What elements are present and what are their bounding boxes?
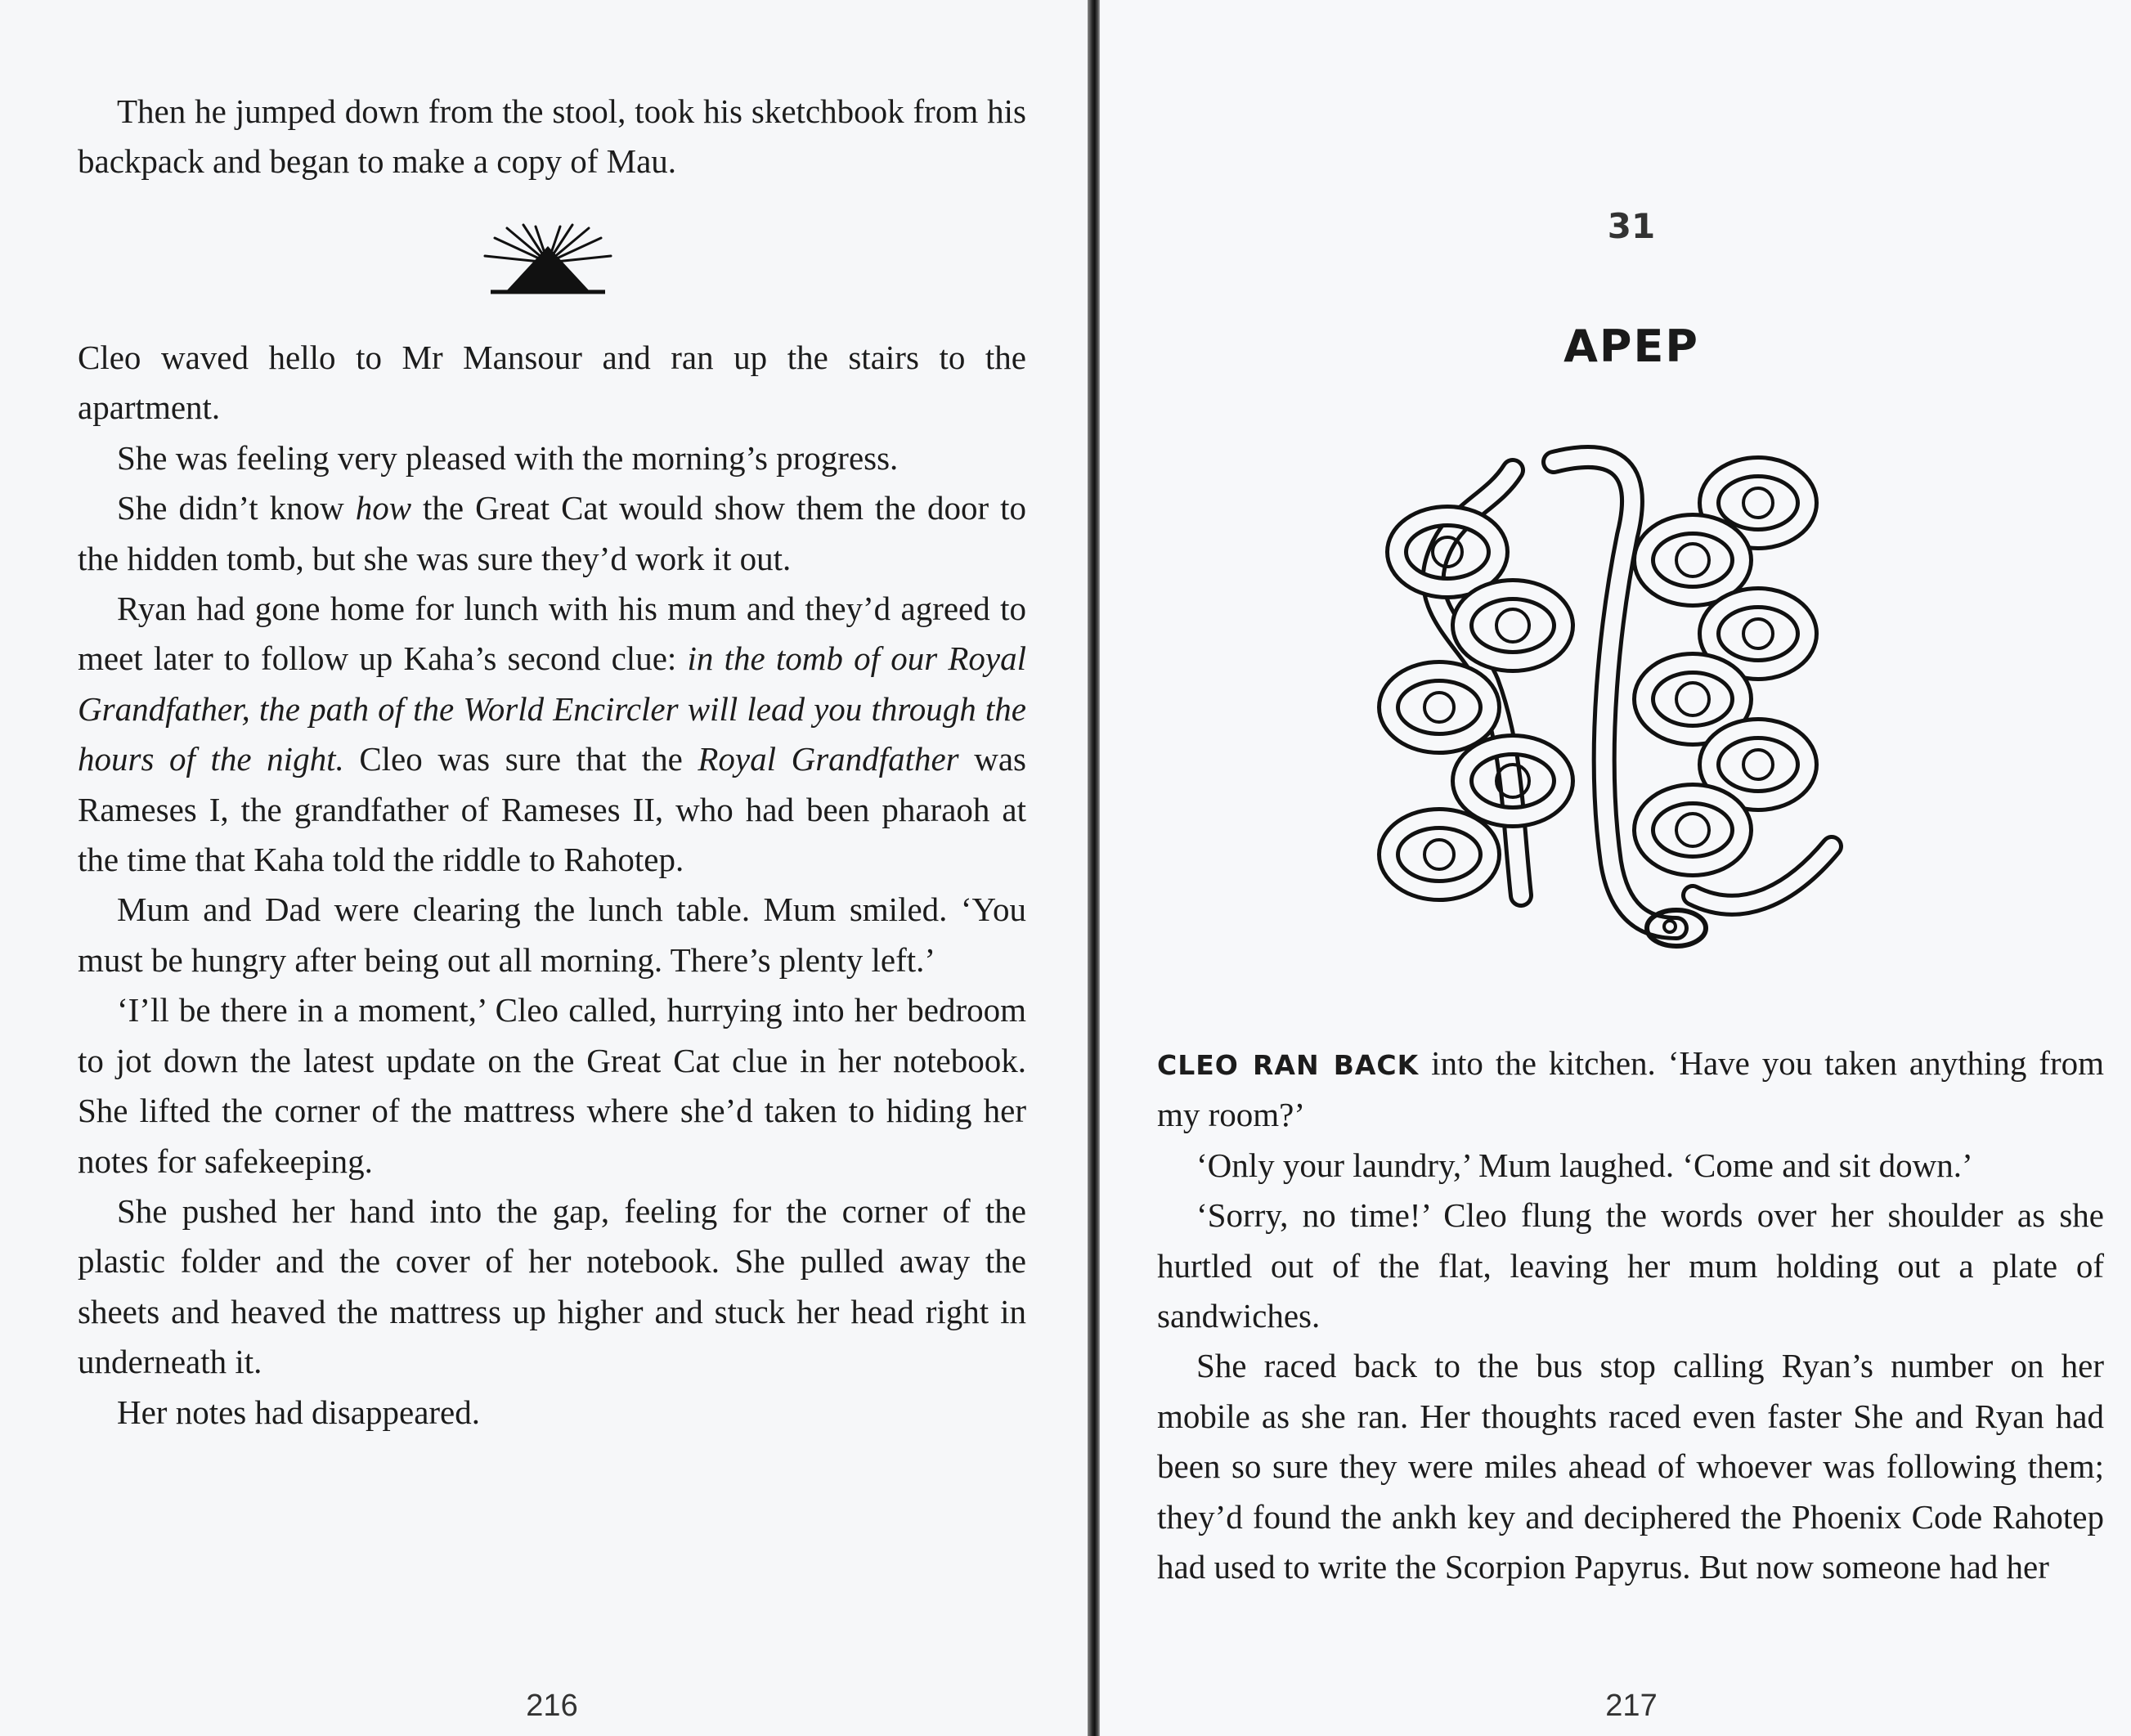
paragraph: ‘I’ll be there in a moment,’ Cleo called, hurrying into her bedroom to jot down the latest update on the Great Cat clue in her notebook. She lifted the corner of the mattress where she’d taken to hiding her notes for safekeeping. [78,991,1026,1180]
paragraph: Ryan had gone home for lunch with his mum and they’d agreed to meet later to follow up Kaha’s second clue: in the tomb of our Royal Grandfather, the path of the World Encircler will lead you through the hours of the night. Cleo was sure that the Royal Grandfather was Rameses I, the grandfather of Rameses II, who had been pharaoh at the time that Kaha told the riddle to Rahotep. [78,590,1026,879]
paragraph: ‘Only your laundry,’ Mum laughed. ‘Come and sit down.’ [1196,1146,1973,1184]
paragraph: She was feeling very pleased with the morning’s progress. [117,438,899,477]
chapter-number: 31 [1607,206,1656,246]
paragraph: Her notes had disappeared. [117,1393,480,1431]
paragraph: She pushed her hand into the gap, feeling for the corner of the plastic folder and the cover of her notebook. She pulled away the sheets and heaved the mattress up higher and stuck her head right in underneath it. [78,1191,1026,1381]
chapter-title: APEP [1563,321,1699,372]
right-main-text [1157,1038,2104,1592]
page-number: 217 [1605,1689,1658,1723]
book-gutter [1088,0,1101,1736]
left-top-text [78,87,1026,187]
apep-serpent-illustration [1349,437,1856,961]
paragraph: ‘Sorry, no time!’ Cleo flung the words over her shoulder as she hurtled out of the flat, leaving her mum holding out a plate of sandwiches. [1157,1196,2104,1335]
paragraph: Mum and Dad were clearing the lunch table. Mum smiled. ‘You must be hungry after being out all morning. There’s plenty left.’ [78,890,1026,979]
lead-in: CLEO RAN BACK [1157,1049,1420,1081]
paragraph: CLEO RAN BACK into the kitchen. ‘Have you taken anything from my room?’ [1157,1044,2105,1134]
left-main-text [78,333,1026,1438]
pyramid-sunburst-ornament [478,223,617,297]
paragraph: She didn’t know how the Great Cat would show them the door to the hidden tomb, but she was sure they’d work it out. [78,489,1026,577]
page-number: 216 [526,1689,578,1723]
paragraph: She raced back to the bus stop calling Ryan’s number on her mobile as she ran. Her thoughts raced even faster She and Ryan had been so sure they were miles ahead of whoever was following them; they’d found the ankh key and deciphered the Phoenix Code Rahotep had used to write the Scorpion Papyrus. But now someone had her [1157,1347,2104,1586]
paragraph: Cleo waved hello to Mr Mansour and ran up the stairs to the apartment. [78,339,1026,427]
paragraph: Then he jumped down from the stool, took his sketchbook from his backpack and began to make a copy of Mau. [78,92,1026,181]
right-page [1100,0,2131,1736]
